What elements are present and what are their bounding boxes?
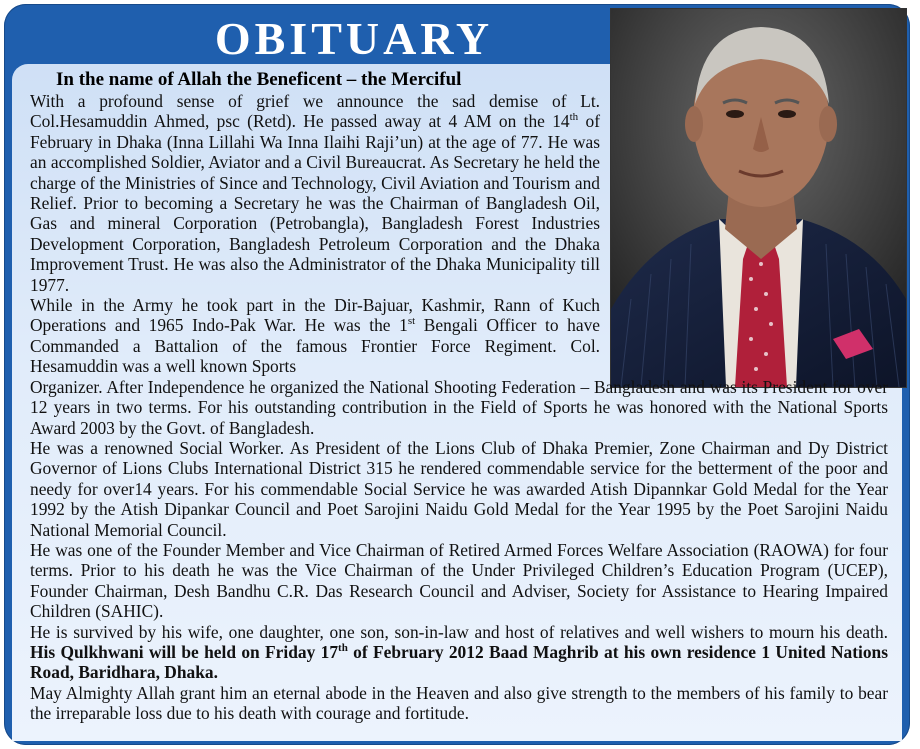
obituary-title: OBITUARY [214,13,494,64]
paragraph-social-work: He was a renowned Social Worker. As President of the Lions Club of Dhaka Premier, Zone Chairman and Dy District Governor of Lions Clubs International District 315 he rendered commendable service for the betterment of the poor and needy for over14 years. For his commendable Social Service he was awarded Atish Dipannkar Gold Medal for the Year 1992 by the Atish Dipankar Council and Poet Sarojini Naidu Gold Medal for the Year 1995 by the Poet Sarojini Naidu National Memorial Council. [30,437,888,540]
paragraph-career: With a profound sense of grief we announce the sad demise of Lt. Col.Hesamuddin Ahmed, psc (Retd). He passed away at 4 AM on the 14th of February in Dhaka (Inna Lillahi Wa Inna Ilaihi Raji’un) at the age of 77. He was an accomplished Soldier, Aviator and a Civil Bureaucrat. As Secretary he held the charge of the Ministries of Since and Technology, Civil Aviation and Tourism and Relief. Prior to becoming a Secretary he was the Chairman of Bangladesh Oil, Gas and mineral Corporation (Petrobangla), Bangladesh Forest Industries Development Corporation, Bangladesh Petroleum Corporation and the Dhaka Improvement Trust. He was also the Administrator of the Dhaka Municipality till 1977. [30,91,600,295]
paragraph-survivors: He is survived by his wife, one daughter, one son, son-in-law and host of relatives and well wishers to mourn his death. His Qulkhwani will be held on Friday 17th of February 2012 Baad Maghrib at his own residence 1 United Nations Road, Baridhara, Dhaka. [30,621,888,683]
obituary-body [30,91,888,724]
qulkhwani-notice: His Qulkhwani will be held on Friday 17th of February 2012 Baad Maghrib at his own residence 1 United Nations Road, Baridhara, Dhaka. [30,641,888,683]
narrow-column [30,91,600,377]
invocation-heading: In the name of Allah the Beneficent – the Merciful [56,69,462,90]
paragraph-sports: Organizer. After Independence he organized the National Shooting Federation – Bangladesh and was its President for over 12 years in two terms. For his outstanding contribution in the Field of Sports he was honored with the National Sports Award 2003 by the Govt. of Bangladesh. [30,376,888,438]
paragraph-prayer: May Almighty Allah grant him an eternal abode in the Heaven and also give strength to the members of his family to bear the irreparable loss due to his death with courage and fortitude. [30,682,888,724]
paragraph-army: While in the Army he took part in the Dir-Bajuar, Kashmir, Rann of Kuch Operations and 1965 Indo-Pak War. He was the 1st Bengali Officer to have Commanded a Battalion of the famous Frontier Force Regiment. Col. Hesamuddin was a well known Sports [30,295,600,377]
paragraph-associations: He was one of the Founder Member and Vice Chairman of Retired Armed Forces Welfare Association (RAOWA) for four terms. Prior to his death he was the Vice Chairman of the Under Privileged Children’s Education Program (UCEP), Founder Chairman, Desh Bandhu C.R. Das Research Council and Adviser, Society for Assistance to Hearing Impaired Children (SAHIC). [30,539,888,622]
